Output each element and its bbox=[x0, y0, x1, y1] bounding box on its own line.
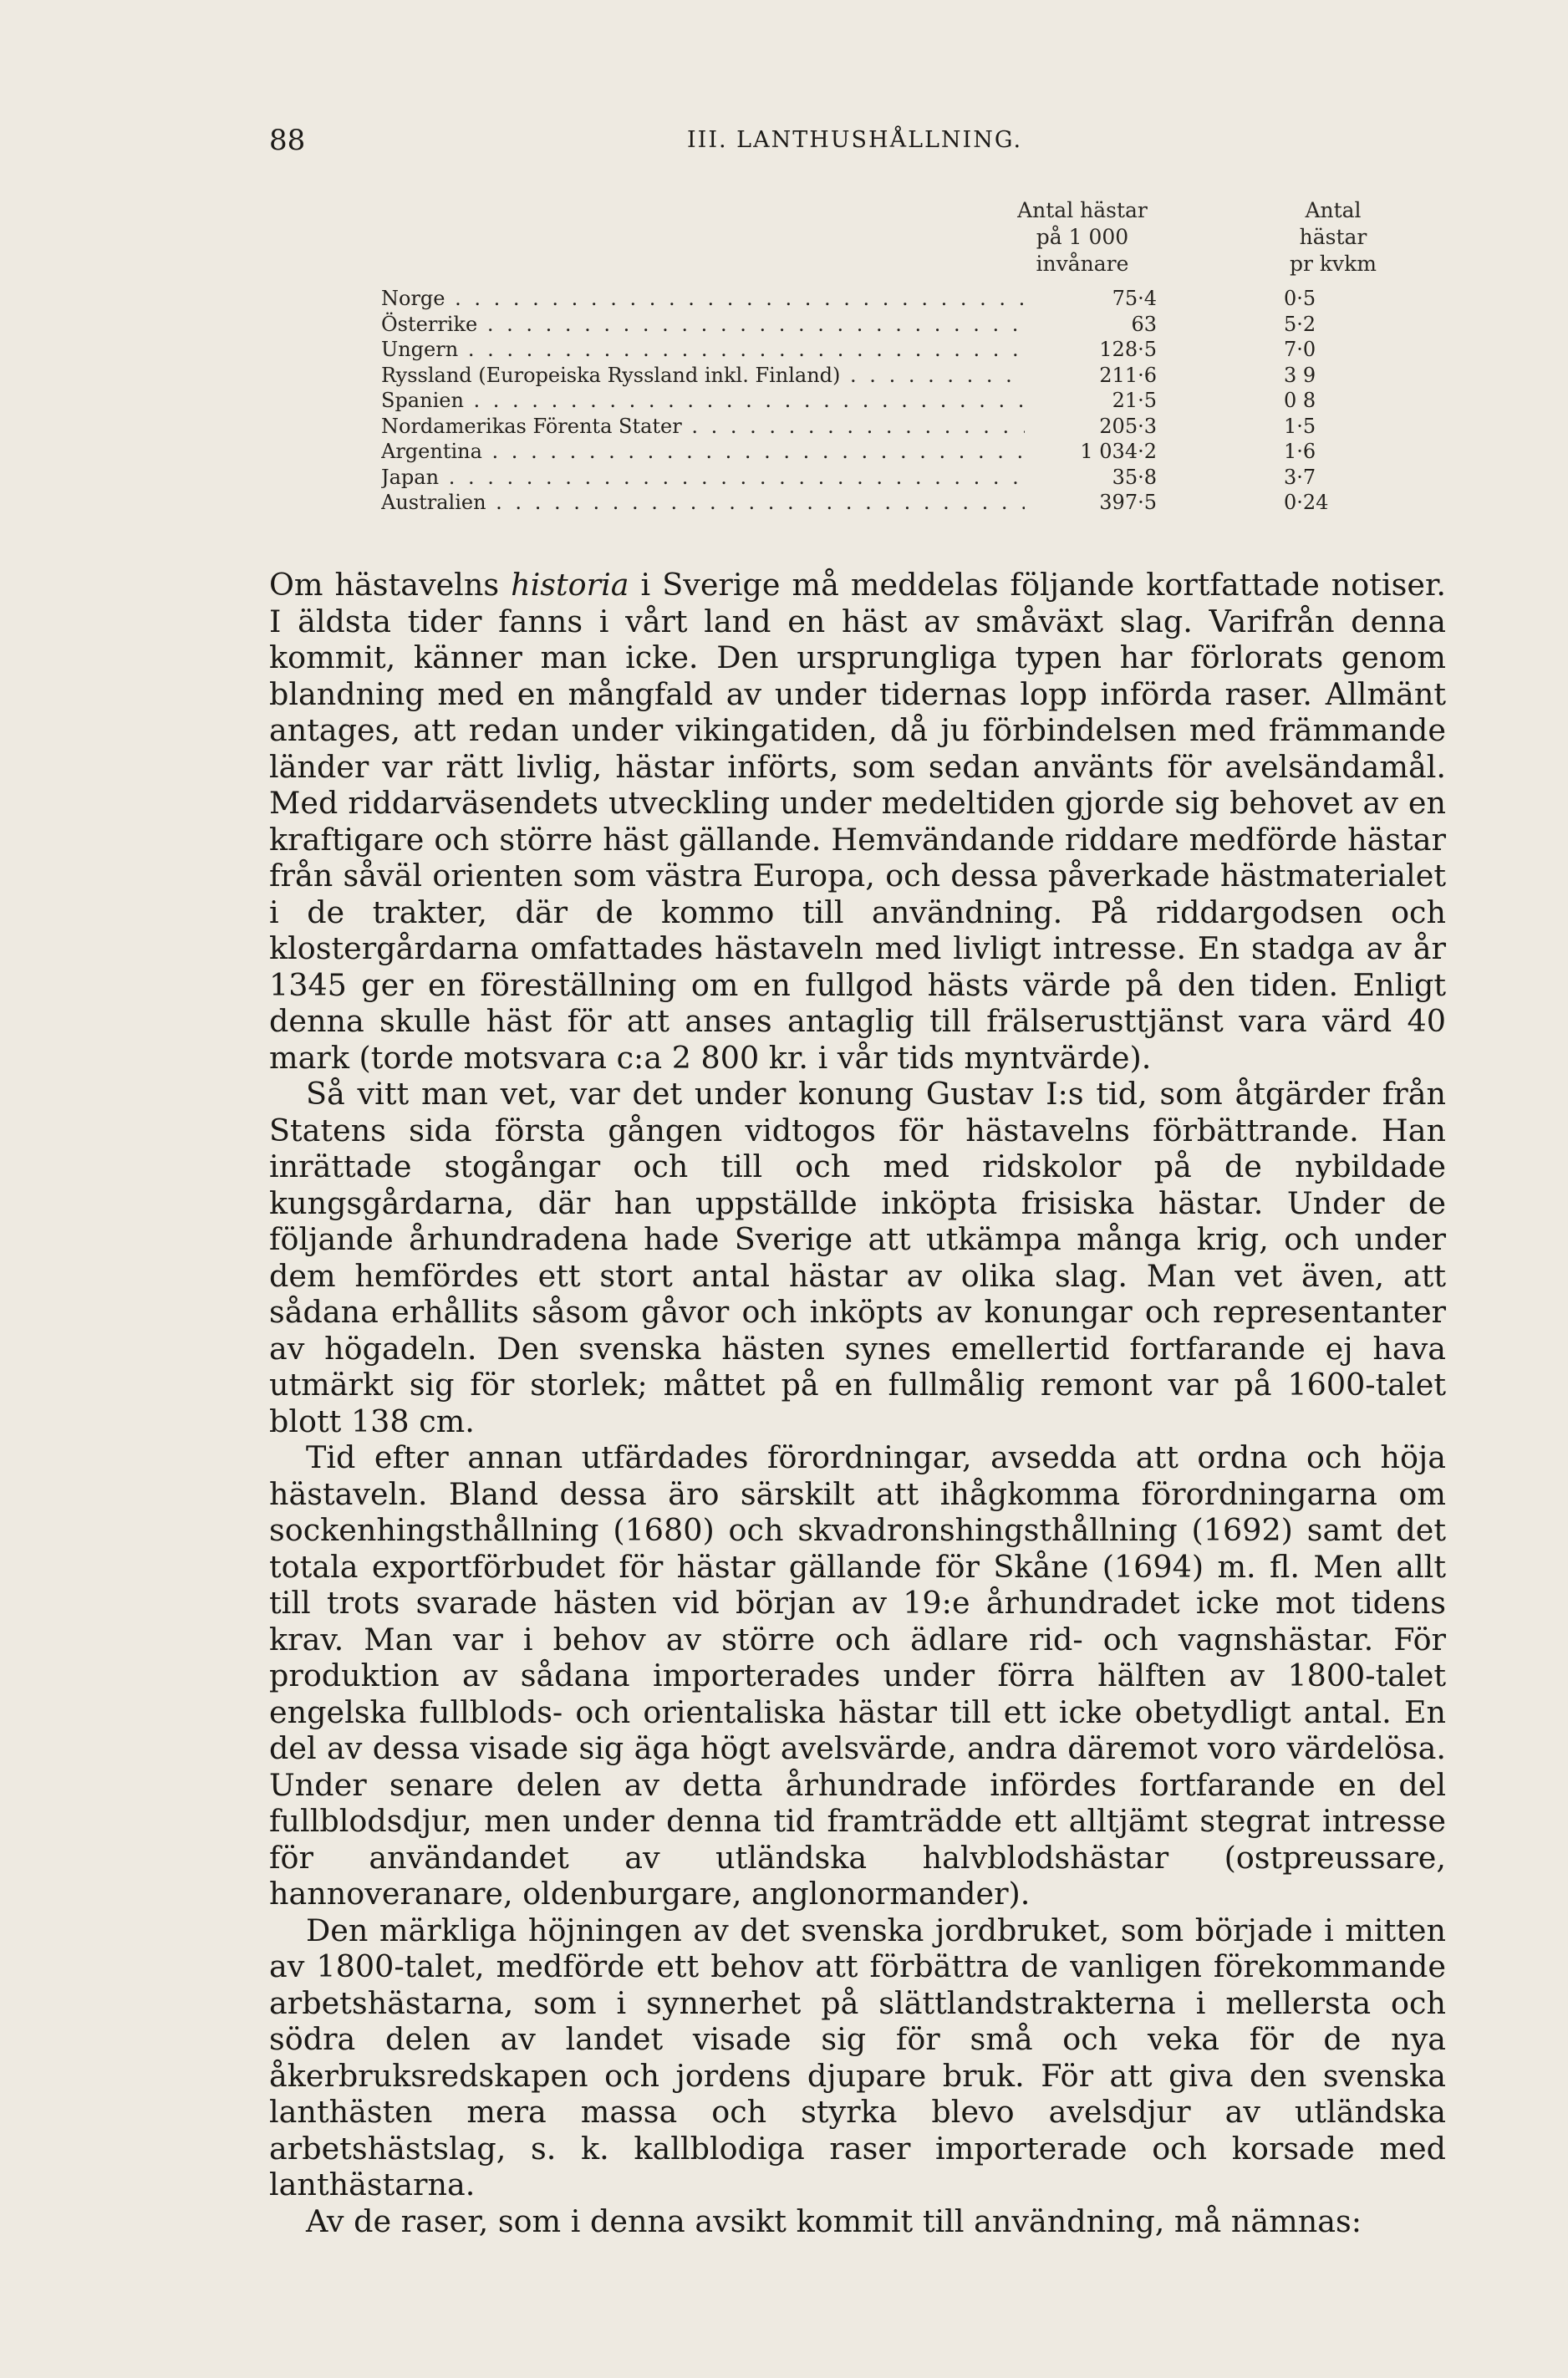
horses-per-kvkm-value: 3·7 bbox=[1284, 465, 1316, 489]
horses-per-kvkm-value: 5·2 bbox=[1284, 312, 1316, 336]
paragraph: Så vitt man vet, var det under konung Gustav I:s tid, som åtgärder från Statens sida första gången vidtogos för hästavelns förbättrande. Han inrättade stogångar och till och med ridskolor på de nybildade kungsgårdarna, där han uppställde inköpta frisiska hästar. Under de följande århundradena hade Sverige att utkämpa många krig, och under dem hemfördes ett stort antal hästar av olika slag. Man vet även, att sådana erhållits såsom gåvor och inköpts av konungar och representanter av högadeln. Den svenska hästen synes emellertid fortfarande ej hava utmärkt sig för storlek; måttet på en fullmålig remont var på 1600-talet blott 138 cm. bbox=[269, 1076, 1446, 1439]
horses-per-kvkm-value: 0·24 bbox=[1284, 491, 1329, 514]
column-header-line: invånare bbox=[1036, 252, 1129, 276]
column-header-line: Antal hästar bbox=[1017, 198, 1148, 222]
country-name: Spanien . . . bbox=[381, 388, 1058, 414]
country-name: Argentina . . . bbox=[381, 439, 1058, 465]
country-name: Ryssland (Europeiska Ryssland inkl. Finland) . . . bbox=[381, 363, 1058, 389]
page-header bbox=[269, 124, 1356, 174]
paragraph: Av de raser, som i denna avsikt kommit till användning, må nämnas: bbox=[306, 2202, 1362, 2239]
table-row bbox=[381, 312, 1342, 338]
horses-per-kvkm-value: 3 9 bbox=[1284, 363, 1316, 387]
horses-per-1000-value: 205·3 bbox=[1025, 414, 1157, 440]
horse-statistics-table bbox=[381, 286, 1342, 516]
table-row bbox=[381, 414, 1342, 440]
country-name: Japan . . . bbox=[381, 465, 1058, 491]
table-row bbox=[381, 465, 1342, 491]
paragraph bbox=[269, 567, 1446, 1076]
country-name: Australien . . . bbox=[381, 490, 1058, 516]
horses-per-1000-value: 35·8 bbox=[1025, 465, 1157, 491]
table-row bbox=[381, 363, 1342, 389]
page-number: 88 bbox=[269, 124, 306, 157]
column-header-per-1000 bbox=[1016, 197, 1149, 278]
horses-per-1000-value: 21·5 bbox=[1025, 388, 1157, 414]
horses-per-1000-value: 75·4 bbox=[1025, 286, 1157, 312]
horses-per-1000-value: 397·5 bbox=[1025, 490, 1157, 516]
running-head: III. LANTHUSHÅLLNING. bbox=[687, 127, 1023, 153]
table-row bbox=[381, 286, 1342, 312]
horses-per-1000-value: 211·6 bbox=[1025, 363, 1157, 389]
table-row bbox=[381, 337, 1342, 363]
column-header-line: hästar bbox=[1299, 225, 1367, 249]
country-name: Österrike . . . bbox=[381, 312, 1058, 338]
country-name: Norge . . . bbox=[381, 286, 1058, 312]
column-header-line: Antal bbox=[1305, 198, 1362, 222]
paragraph-text: Om hästavelns bbox=[269, 567, 512, 603]
column-header-line: på 1 000 bbox=[1036, 225, 1129, 249]
table-row bbox=[381, 439, 1342, 465]
horses-per-kvkm-value: 7·0 bbox=[1284, 338, 1316, 361]
country-name: Nordamerikas Förenta Stater . . . bbox=[381, 414, 1058, 440]
emphasized-word: historia bbox=[511, 567, 629, 603]
paragraph: Tid efter annan utfärdades förordningar, avsedda att ordna och höja hästaveln. Bland dessa äro särskilt att ihågkomma förordningarna om sockenhingsthållning (1680) och skvadronshingsthållning (1692) samt det totala exportförbudet för hästar gällande för Skåne (1694) m. fl. Men allt till trots svarade hästen vid början av 19:e århundradet icke mot tidens krav. Man var i behov av större och ädlare rid- och vagnshästar. För produktion av sådana importerades under förra hälften av 1800-talet engelska fullblods- och orientaliska hästar till ett icke obetydligt antal. En del av dessa visade sig äga högt avelsvärde, andra däremot voro värdelösa. Under senare delen av detta århundrade infördes fortfarande en del fullblodsdjur, men under denna tid framträdde ett alltjämt stegrat intresse för användandet av utländska halvblodshästar (ostpreussare, hannoveranare, oldenburgare, anglonormander). bbox=[269, 1439, 1446, 1912]
paragraph: Den märkliga höjningen av det svenska jordbruket, som började i mitten av 1800-talet, medförde ett behov att förbättra de vanligen förekommande arbetshästarna, som i synnerhet på slättlandstrakterna i mellersta och södra delen av landet visade sig för små och veka för de nya åkerbruksredskapen och jordens djupare bruk. För att giva den svenska lanthästen mera massa och styrka blevo avelsdjur av utländska arbetshästslag, s. k. kallblodiga raser importerade och korsade med lanthästarna. bbox=[269, 1912, 1446, 2202]
horses-per-kvkm-value: 1·5 bbox=[1284, 414, 1316, 438]
horses-per-kvkm-value: 1·6 bbox=[1284, 440, 1316, 463]
horses-per-kvkm-value: 0·5 bbox=[1284, 287, 1316, 310]
horses-per-1000-value: 1 034·2 bbox=[1025, 439, 1157, 465]
paragraph-text: i Sverige må meddelas följande kortfattade notiser. I äldsta tider fanns i vårt land en häst av småväxt slag. Varifrån denna kommit, känner man icke. Den ursprungliga typen har förlorats genom blandning med en mångfald av under tidernas lopp införda raser. Allmänt antages, att redan under vikingatiden, då ju förbindelsen med främmande länder var rätt livlig, hästar införts, som sedan använts för avelsändamål. Med riddarväsendets utveckling under medeltiden gjorde sig behovet av en kraftigare och större häst gällande. Hemvändande riddare medförde hästar från såväl orienten som västra Europa, och dessa påverkade hästmaterialet i de trakter, där de kommo till användning. På riddargodsen och klostergårdarna omfattades hästaveln med livligt intresse. En stadga av år 1345 ger en föreställning om en fullgod hästs värde på den tiden. Enligt denna skulle häst för att anses antaglig till frälserusttjänst vara värd 40 mark (torde motsvara c:a 2 800 kr. i vår tids myntvärde). bbox=[269, 567, 1446, 1076]
column-header-per-kvkm bbox=[1250, 197, 1417, 278]
country-name: Ungern . . . bbox=[381, 337, 1058, 363]
horses-per-1000-value: 63 bbox=[1025, 312, 1157, 338]
body-text bbox=[269, 567, 1446, 2239]
column-header-line: pr kvkm bbox=[1289, 252, 1377, 276]
horses-per-kvkm-value: 0 8 bbox=[1284, 389, 1316, 412]
table-row bbox=[381, 388, 1342, 414]
table-row bbox=[381, 490, 1342, 516]
horses-per-1000-value: 128·5 bbox=[1025, 337, 1157, 363]
